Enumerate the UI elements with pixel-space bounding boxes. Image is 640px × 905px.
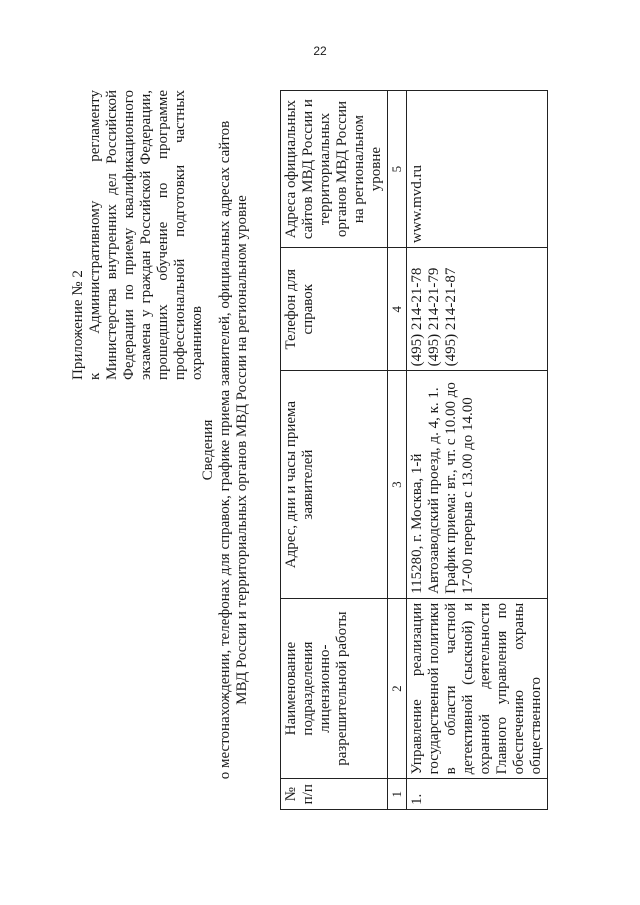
appendix-line: к Административному регламенту (87, 90, 103, 380)
header-sites: Адреса официальных сайтов МВД России и территориальных органов МВД России на региональном уровне (281, 91, 388, 248)
appendix-line: профессиональной подготовки частных (172, 90, 188, 380)
column-number: 1 (388, 779, 407, 810)
row-address: 115280, г. Москва, 1-й Автозаводский проезд, д. 4, к. 1. График приема: вт., чт. с 10.00 до 17-00 перерыв с 13.00 до 14.00 (407, 371, 548, 599)
appendix-line: Федерации по приему квалификационного (121, 90, 137, 380)
header-phone: Телефон для справок (281, 248, 388, 371)
row-department: Управление реализации государственной политики в области частной детективной (сыскной) и охранной деятельности Главного управления по обеспечению охраны общественного (407, 598, 548, 779)
appendix-note (70, 90, 206, 380)
column-number: 5 (388, 91, 407, 248)
appendix-line: прошедших обучение по программе (155, 90, 171, 380)
page-number: 22 (313, 44, 327, 58)
phone-number: (495) 214-21-78 (409, 267, 425, 367)
appendix-line: экзамена у граждан Российской Федерации, (138, 90, 154, 380)
phone-number: (495) 214-21-87 (443, 267, 459, 367)
info-table (280, 90, 548, 810)
row-phones (407, 248, 548, 371)
header-address: Адрес, дни и часы приема заявителей (281, 371, 388, 599)
row-number: 1. (407, 779, 548, 810)
title-line: Сведения (200, 419, 216, 481)
table-row (407, 91, 548, 810)
appendix-line: Приложение № 2 (70, 270, 86, 380)
row-site: www.mvd.ru (407, 91, 548, 248)
column-number: 4 (388, 248, 407, 371)
header-num: № п/п (281, 779, 388, 810)
appendix-line: Министерства внутренних дел Российской (104, 90, 120, 380)
header-department: Наименование подразделения лицензионно-разрешительной работы (281, 598, 388, 779)
phone-number: (495) 214-21-79 (426, 267, 442, 367)
title-line: о местонахождении, телефонах для справок, графике приема заявителей, официальных адресах сайтов (217, 120, 233, 780)
column-number: 3 (388, 371, 407, 599)
rotated-page-content (70, 90, 544, 810)
column-number: 2 (388, 598, 407, 779)
column-number-row (388, 91, 407, 810)
table-header-row (281, 91, 388, 810)
appendix-line: охранников (189, 306, 205, 380)
document-title (200, 90, 251, 810)
title-line: МВД России и территориальных органов МВД России на региональном уровне (234, 195, 250, 705)
